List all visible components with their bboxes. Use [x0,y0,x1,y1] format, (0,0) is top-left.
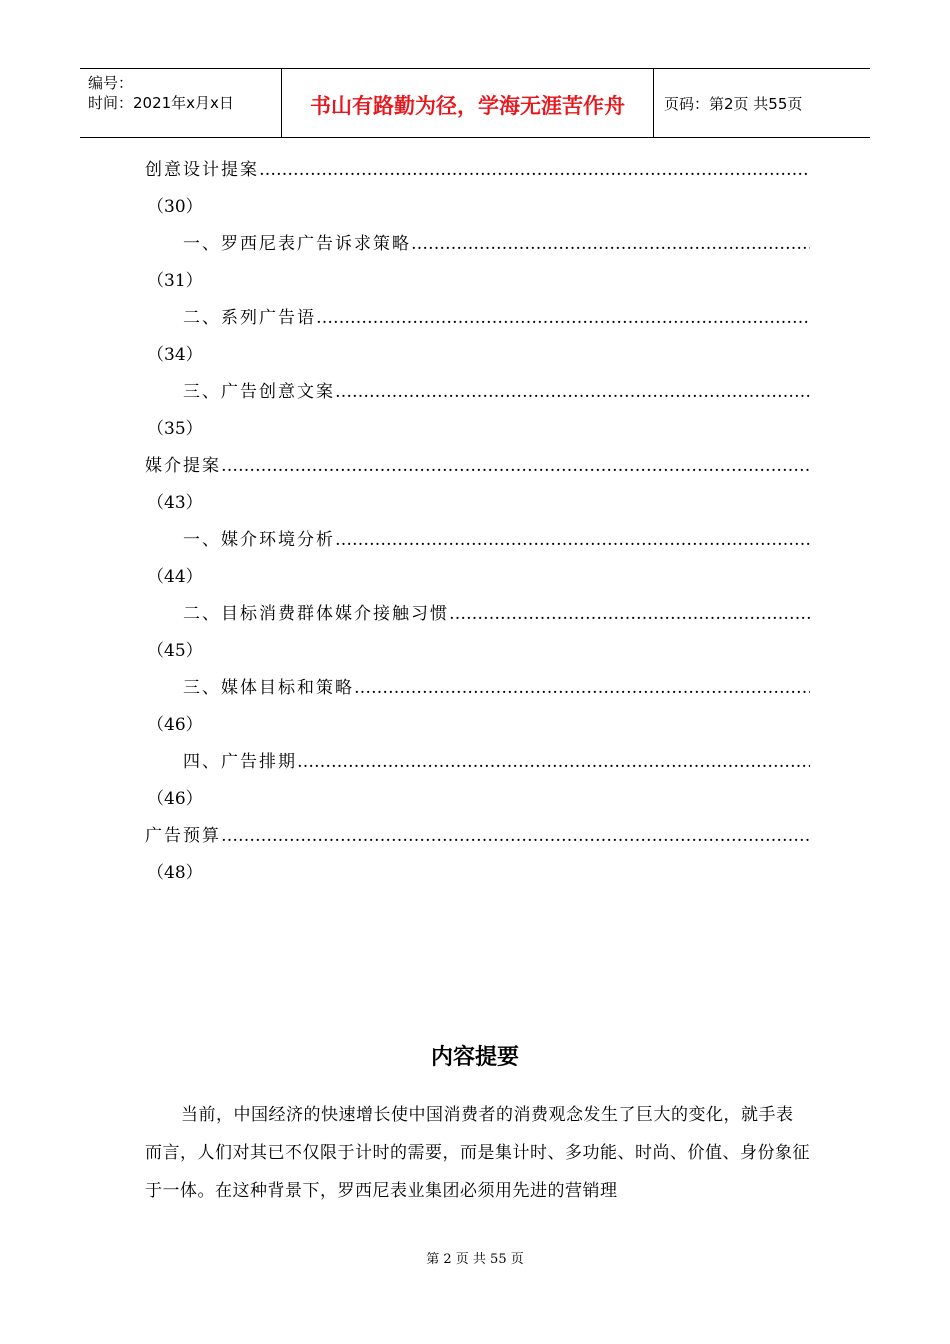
toc-leader-dots [411,226,810,263]
toc-line [145,300,810,337]
toc-line [145,226,810,263]
toc-line [145,522,810,559]
toc-leader-dots [316,300,810,337]
page-footer: 第 2 页 共 55 页 [426,1252,524,1267]
toc-line [145,818,810,855]
toc-title: 广告预算 [145,826,221,846]
toc-leader-dots [259,152,810,189]
toc-leader-dots [335,522,810,559]
toc-entry[interactable] [145,152,810,226]
toc-leader-dots [221,448,810,485]
header-page-info [654,69,870,137]
toc-line [145,744,810,781]
toc-page-number: （46） [147,789,203,809]
toc-line [145,374,810,411]
toc-leader-dots [221,818,810,855]
toc-line [145,670,810,707]
toc-entry[interactable] [145,818,810,892]
section-paragraph: 当前，中国经济的快速增长使中国消费者的消费观念发生了巨大的变化，就手表而言，人们对其已不仅限于计时的需要，而是集计时、多功能、时尚、价值、身份象征于一体。在这种背景下，罗西尼表业集团必须用先进的营销理 [145,1105,810,1201]
toc-line [145,596,810,633]
toc-entry[interactable] [145,300,810,374]
toc-title: 四、广告排期 [183,752,297,772]
toc-title: 创意设计提案 [145,160,259,180]
toc-page-number: （43） [147,493,203,513]
toc-page-number: （35） [147,419,203,439]
toc-page-number: （31） [147,271,203,291]
toc-entry[interactable] [145,522,810,596]
motto-text: 书山有路勤为径，学海无涯苦作舟 [310,94,625,118]
number-label: 编号： [88,74,134,92]
toc-page-number: （44） [147,567,203,587]
toc-page-number: （34） [147,345,203,365]
time-label: 时间：2021年x月x日 [88,94,234,112]
toc-entry[interactable] [145,374,810,448]
toc-title: 一、罗西尼表广告诉求策略 [183,234,411,254]
toc-title: 三、媒体目标和策略 [183,678,354,698]
toc-entry[interactable] [145,670,810,744]
header-meta [80,69,282,137]
toc-page-number: （46） [147,715,203,735]
toc-title: 二、系列广告语 [183,308,316,328]
toc-entry[interactable] [145,448,810,522]
toc-title: 媒介提案 [145,456,221,476]
toc-page-number: （30） [147,197,203,217]
toc-leader-dots [354,670,810,707]
page-header [80,68,870,138]
table-of-contents [145,152,810,892]
toc-leader-dots [297,744,810,781]
toc-page-number: （45） [147,641,203,661]
header-motto [282,69,654,137]
section-title: 内容提要 [430,1045,519,1070]
toc-entry[interactable] [145,226,810,300]
page-info-text: 页码：第2页 共55页 [664,94,803,113]
toc-title: 三、广告创意文案 [183,382,335,402]
toc-line [145,448,810,485]
toc-leader-dots [335,374,810,411]
toc-title: 二、目标消费群体媒介接触习惯 [183,604,449,624]
toc-leader-dots [449,596,810,633]
toc-entry[interactable] [145,744,810,818]
toc-page-number: （48） [147,863,203,883]
toc-title: 一、媒介环境分析 [183,530,335,550]
toc-entry[interactable] [145,596,810,670]
toc-line [145,152,810,189]
